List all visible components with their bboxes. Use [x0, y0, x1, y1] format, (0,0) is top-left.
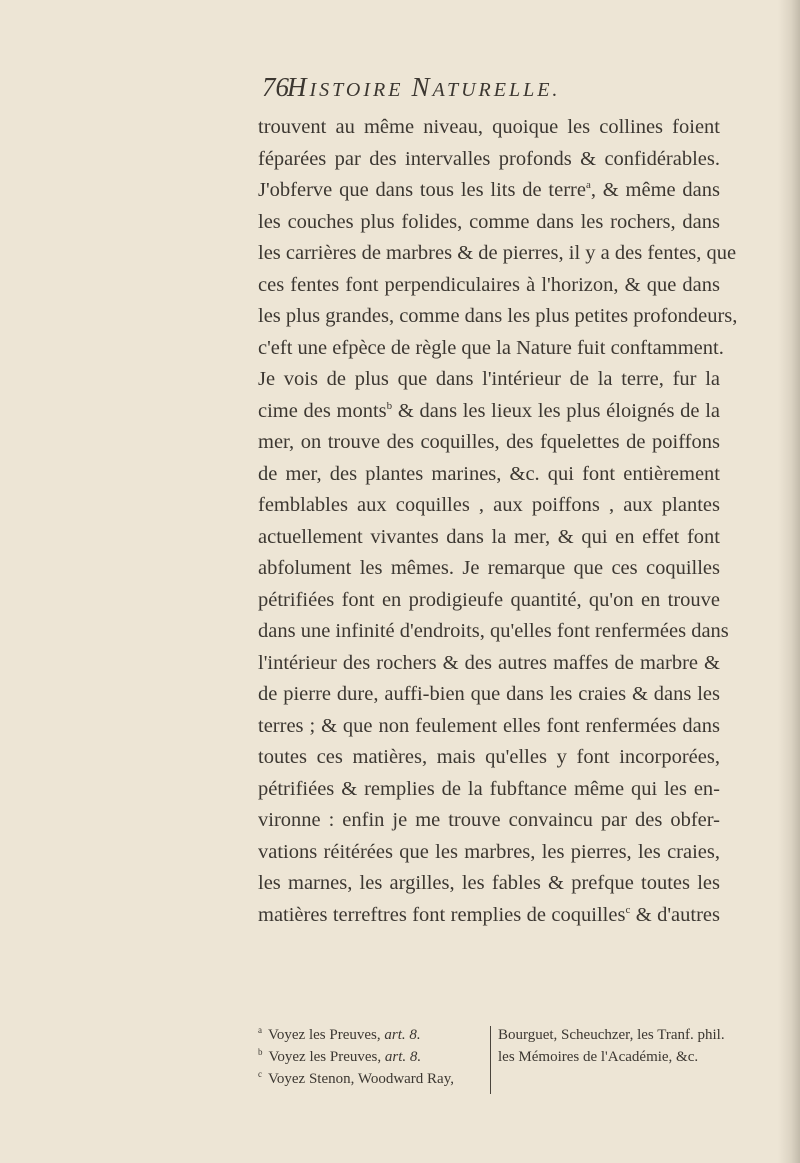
text-line: dans une infinité d'endroits, qu'elles font renfermées dans	[258, 620, 729, 642]
text-line: femblables aux coquilles , aux poiffons , aux plantes	[258, 494, 720, 516]
text-line: les plus grandes, comme dans les plus petites profondeurs,	[258, 305, 738, 327]
text-line: pétrifiées & remplies de la fubftance même qui les en-	[258, 777, 720, 800]
text-line: c'eft une efpèce de règle que la Nature fuit conftamment.	[258, 336, 724, 359]
text-line: les carrières de marbres & de pierres, il y a des fentes, que	[258, 242, 737, 264]
running-title: HISTOIRE NATURELLE.	[287, 72, 561, 102]
footnote-a: $^a$ Voyez les Preuves, art. 8.	[258, 1025, 421, 1043]
text-line: féparées par des intervalles profonds & confidérables.	[258, 147, 720, 170]
text-line: Je vois de plus que dans l'intérieur de la terre, fur la	[258, 368, 720, 390]
text-line: les couches plus folides, comme dans les rochers, dans	[258, 210, 720, 233]
footnotes-right-column	[498, 1024, 738, 1068]
footnotes	[258, 1024, 738, 1096]
text-line: de mer, des plantes marines, &c. qui font entièrement	[258, 462, 720, 485]
text-line: vations réitérées que les marbres, les pierres, les craies,	[258, 840, 720, 863]
text-line: actuellement vivantes dans la mer, & qui en effet font	[258, 525, 720, 548]
text-line: ces fentes font perpendiculaires à l'horizon, & que dans	[258, 273, 720, 296]
footnote-b: $^b$ Voyez les Preuves, art. 8.	[258, 1047, 422, 1065]
text-line: l'intérieur des rochers & des autres maffes de marbre &	[258, 651, 720, 674]
text-line: J'obferve que dans tous les lits de terre$^a$, & même dans	[258, 179, 720, 201]
text-line: pétrifiées font en prodigieufe quantité, qu'on en trouve	[258, 588, 720, 611]
page-number: 76	[262, 72, 289, 102]
footnote-c-continued: Bourguet, Scheuchzer, les Tranf. phil.	[498, 1027, 725, 1043]
text-line: trouvent au même niveau, quoique les collines foient	[258, 116, 720, 138]
note-mark: b	[386, 399, 393, 412]
footnote-c: $^c$ Voyez Stenon, Woodward Ray,	[258, 1069, 454, 1087]
text-line: matières terreftres font remplies de coquilles$^c$ & d'autres	[258, 903, 720, 926]
text-line: terres ; & que non feulement elles font renfermées dans	[258, 714, 720, 737]
text-line: mer, on trouve des coquilles, des fquelettes de poiffons	[258, 431, 720, 453]
page-header	[262, 72, 722, 112]
main-text	[258, 112, 738, 931]
text-line: de pierre dure, auffi-bien que dans les craies & dans les	[258, 683, 720, 705]
note-mark: a	[585, 179, 591, 191]
text-line: cime des monts$^b$ & dans les lieux les plus éloignés de la	[258, 399, 720, 422]
page-edge-shadow	[778, 0, 800, 1163]
text-line: vironne : enfin je me trouve convaincu par des obfer-	[258, 809, 720, 831]
footnote-divider	[490, 1026, 491, 1094]
note-mark: c	[625, 903, 631, 916]
footnote-c-continued: les Mémoires de l'Académie, &c.	[498, 1049, 699, 1065]
footnotes-left-column	[258, 1024, 483, 1090]
text-line: les marnes, les argilles, les fables & prefque toutes les	[258, 872, 720, 894]
text-line: abfolument les mêmes. Je remarque que ces coquilles	[258, 557, 720, 579]
text-line: toutes ces matières, mais qu'elles y font incorporées,	[258, 746, 720, 768]
